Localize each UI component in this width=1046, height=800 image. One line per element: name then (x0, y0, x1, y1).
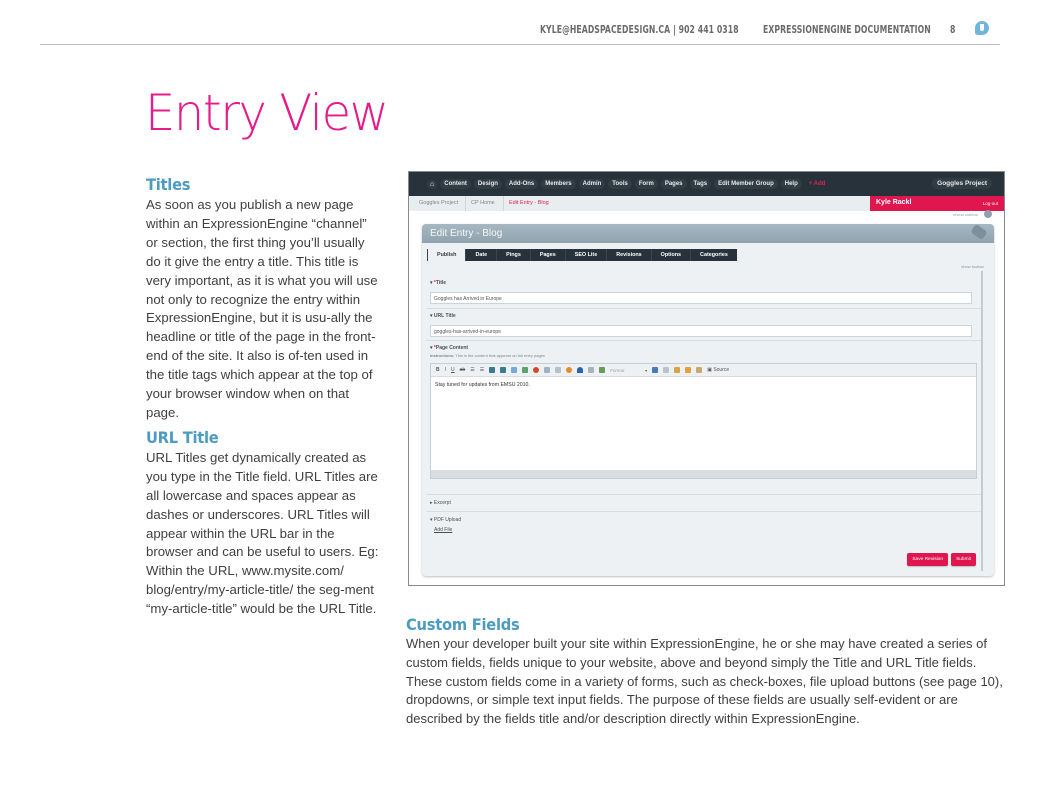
tab-date[interactable]: Date (465, 249, 496, 261)
excerpt-label[interactable]: ▸ Excerpt (430, 500, 451, 506)
user-name[interactable]: Kyle Rackl (876, 199, 912, 206)
custom-fields-section (406, 614, 1006, 729)
excerpt-field (426, 495, 981, 512)
nav-item[interactable]: Content (440, 179, 471, 189)
publish-tabs (427, 249, 737, 261)
ordered-list-icon[interactable]: ☰ (470, 367, 475, 373)
url-title-heading: URL Title (146, 427, 219, 447)
tab-seo-lite[interactable]: SEO Lite (565, 249, 606, 261)
title-field (426, 277, 981, 309)
title-input[interactable]: Goggles has Arrived in Europe (430, 292, 972, 304)
smiley-icon[interactable] (566, 367, 572, 373)
rich-text-editor[interactable] (430, 363, 977, 479)
custom-fields-heading: Custom Fields (406, 615, 520, 634)
format-select[interactable]: Format (610, 367, 625, 373)
nav-item[interactable]: Pages (661, 179, 687, 189)
breadcrumb-item[interactable]: CP Home (471, 200, 495, 206)
pdf-upload-label: ▾ PDF Upload (430, 517, 462, 523)
image-icon[interactable] (522, 367, 528, 373)
tab-options[interactable]: Options (651, 249, 690, 261)
nav-item[interactable]: Tags (690, 179, 712, 189)
expressionengine-screenshot (408, 171, 1005, 586)
spellcheck-icon[interactable] (696, 367, 702, 373)
url-title-label: ▾ URL Title (430, 313, 456, 319)
italic-icon[interactable]: I (444, 367, 447, 373)
pencil-icon[interactable] (970, 224, 987, 240)
breadcrumb-item[interactable]: Goggles Project (419, 200, 459, 206)
save-revision-button[interactable]: Save Revision (907, 553, 948, 566)
unordered-list-icon[interactable]: ☰ (479, 367, 485, 373)
edit-entry-panel (422, 224, 994, 576)
nav-item[interactable]: Design (474, 179, 502, 189)
editor-toolbar (431, 364, 976, 377)
page-content-field (426, 341, 981, 495)
paste-text-icon[interactable] (674, 367, 680, 373)
link-icon[interactable] (489, 367, 495, 373)
breadcrumb-current: Edit Entry - Blog (509, 200, 549, 206)
editor-resize-bar[interactable] (431, 470, 976, 478)
page-title: Entry View (145, 84, 388, 142)
add-file-link[interactable]: Add File (434, 527, 453, 533)
reveal-sidebar-icon[interactable] (984, 210, 992, 218)
title-label: ▾ *Title (430, 280, 447, 286)
flash-icon[interactable] (533, 367, 539, 373)
url-title-input[interactable]: goggles-has-arrived-in-europe (430, 325, 972, 337)
anchor-icon[interactable] (511, 367, 517, 373)
logout-link[interactable]: Log-out (982, 201, 998, 206)
special-char-icon[interactable] (577, 367, 583, 373)
expressionengine-logo-icon (975, 21, 989, 35)
maximize-icon[interactable] (652, 367, 658, 373)
user-bar (870, 196, 1004, 211)
editor-content[interactable]: Stay tuned for updates from EMSU 2010. (435, 382, 530, 388)
tab-publish[interactable]: Publish (427, 249, 465, 261)
nav-add-button[interactable]: + Add (808, 181, 826, 187)
nav-item[interactable]: Edit Member Group (714, 179, 778, 189)
header-doc-title: EXPRESSIONENGINE DOCUMENTATION (763, 23, 931, 36)
paste-icon[interactable] (599, 367, 605, 373)
header-contact: KYLE@HEADSPACEDESIGN.CA | 902 441 0318 (540, 23, 739, 36)
reveal-sidebar-link[interactable]: reveal sidebar (952, 212, 978, 217)
nav-item[interactable]: Admin (579, 179, 606, 189)
show-toolbar-link[interactable]: show toolbar (961, 264, 984, 269)
tab-pages[interactable]: Pages (530, 249, 565, 261)
ee-main-nav (409, 172, 1004, 196)
url-title-body: URL Titles get dynamically created as you type in the Title field. URL Titles are all lowercase and spaces appear as dashes or underscores. URL Titles will appear within the URL bar in the browser and can be useful to users. Eg: Within the URL, www.mysite.com/ blog/entry/my-article-title/ the seg-ment “my-article-title” would be the URL Title. (146, 449, 379, 617)
unlink-icon[interactable] (500, 367, 506, 373)
tab-categories[interactable]: Categories (690, 249, 737, 261)
page-header (40, 0, 1000, 45)
table-icon[interactable] (544, 367, 550, 373)
paste-word-icon[interactable] (685, 367, 691, 373)
publish-form (426, 271, 983, 571)
submit-button[interactable]: Submit (951, 553, 976, 566)
nav-item[interactable]: Help (781, 179, 802, 189)
horizontal-rule-icon[interactable] (555, 367, 561, 373)
tab-revisions[interactable]: Revisions (606, 249, 650, 261)
tab-pings[interactable]: Pings (496, 249, 530, 261)
source-button[interactable]: ▣ Source (707, 367, 730, 373)
titles-body: As soon as you publish a new page within an ExpressionEngine “channel” or section, the first thing you’ll usually do it give the entry a title. This title is very important, as it is what you will use not only to recognize the entry within ExpressionEngine, but it is usu-ally the headline or title of the page in the front-end of the site. It also is of-ten used in the title tags which appear at the top of your browser window when on that page. (146, 197, 378, 420)
bold-icon[interactable]: B (436, 367, 440, 373)
nav-item[interactable]: Form (635, 179, 658, 189)
instructions: Instructions: This is the content that appears on full entry pages (430, 353, 545, 358)
nav-item[interactable]: Add-Ons (505, 179, 538, 189)
underline-icon[interactable]: U (451, 367, 455, 373)
page-number: 8 (950, 23, 956, 36)
custom-fields-body: When your developer built your site within ExpressionEngine, he or she may have created a series of custom fields, fields unique to your website, above and beyond simply the Title and URL Title fields. These custom fields come in a variety of forms, such as check-boxes, file upload buttons (see page 10), dropdowns, or simple text input fields. The purpose of these fields are usually self-evident or are described by the fields title and/or description directly within ExpressionEngine. (406, 636, 1003, 727)
home-icon[interactable]: ⌂ (427, 180, 437, 189)
titles-heading: Titles (146, 175, 191, 194)
url-title-field (426, 309, 981, 341)
left-column (146, 174, 382, 619)
pdf-upload-field (426, 512, 981, 540)
nav-project-button[interactable]: Goggles Project (932, 178, 992, 189)
nav-item[interactable]: Members (541, 179, 575, 189)
page-content-label: ▾ *Page Content (430, 345, 469, 351)
nav-item[interactable]: Tools (608, 179, 632, 189)
chevron-down-icon[interactable]: ▾ (645, 367, 648, 373)
panel-title: Edit Entry - Blog (430, 228, 503, 239)
copy-icon[interactable] (663, 367, 669, 373)
page-break-icon[interactable] (588, 367, 594, 373)
strikethrough-icon[interactable]: ab (459, 367, 466, 373)
